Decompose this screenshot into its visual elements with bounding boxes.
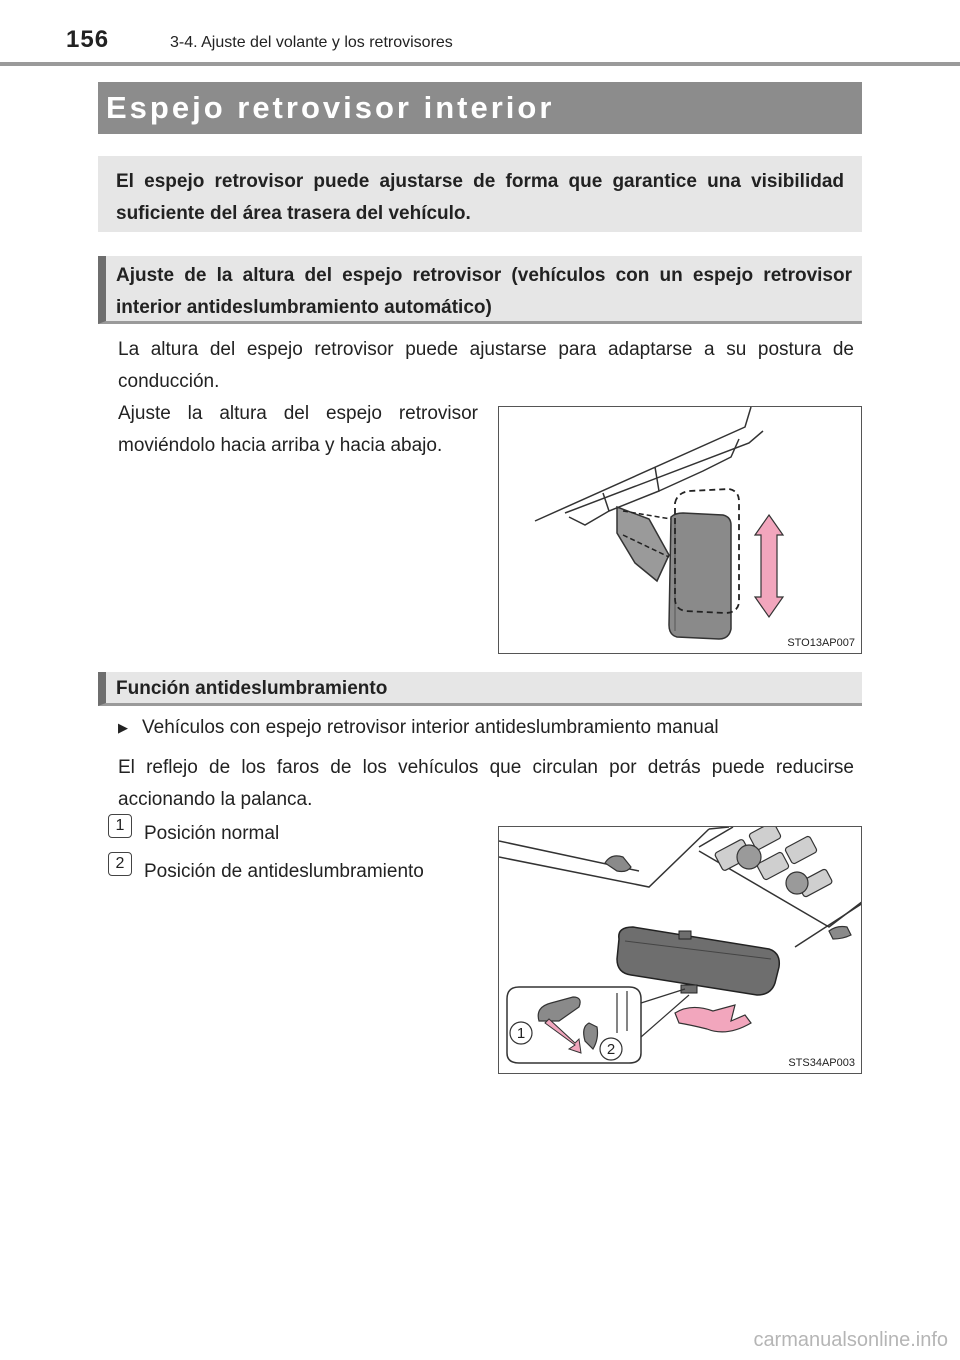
figure-code: STS34AP003: [788, 1057, 855, 1069]
list-item: [108, 855, 424, 886]
antiglare-paragraph: El reflejo de los faros de los vehículos que circulan por detrás puede reducirse accionando la palanca.: [118, 757, 854, 810]
mirror-height-figure: [498, 406, 862, 654]
list-item: [108, 817, 280, 848]
list-item-label: Posición normal: [144, 823, 280, 844]
antiglare-lever-figure: [498, 826, 862, 1074]
height-adjust-paragraph: La altura del espejo retrovisor puede ajustarse para adaptarse a su postura de conducción.: [118, 339, 854, 392]
antiglare-lever-illustration: [499, 827, 862, 1074]
page-number: 156: [66, 26, 110, 53]
section-heading-height-adjust: Ajuste de la altura del espejo retrovisor (vehículos con un espejo retrovisor interior antideslumbramiento automático): [98, 256, 862, 324]
watermark: carmanualsonline.info: [753, 1329, 948, 1351]
mirror-height-illustration: [499, 407, 862, 654]
number-badge: 2: [108, 852, 132, 876]
callout-2: 2: [606, 1041, 616, 1058]
running-head: 3-4. Ajuste del volante y los retrovisores: [170, 34, 453, 51]
page-title: Espejo retrovisor interior: [106, 90, 555, 125]
title-bar: [98, 82, 862, 134]
callout-1: 1: [516, 1025, 526, 1042]
intro-box: El espejo retrovisor puede ajustarse de forma que garantice una visibilidad suficiente del área trasera del vehículo.: [98, 156, 862, 232]
figure-code: STO13AP007: [787, 637, 855, 649]
number-badge: 1: [108, 814, 132, 838]
triangle-bullet-icon: ▶: [118, 720, 128, 735]
height-adjust-instruction: Ajuste la altura del espejo retrovisor moviéndolo hacia arriba y hacia abajo.: [118, 403, 478, 456]
list-item-label: Posición de antideslumbramiento: [144, 861, 424, 882]
section-heading-antiglare: Función antideslumbramiento: [98, 672, 862, 706]
bullet-text: Vehículos con espejo retrovisor interior antideslumbramiento manual: [142, 717, 719, 739]
manual-antiglare-bullet: [118, 714, 719, 742]
header-rule: [0, 62, 960, 66]
